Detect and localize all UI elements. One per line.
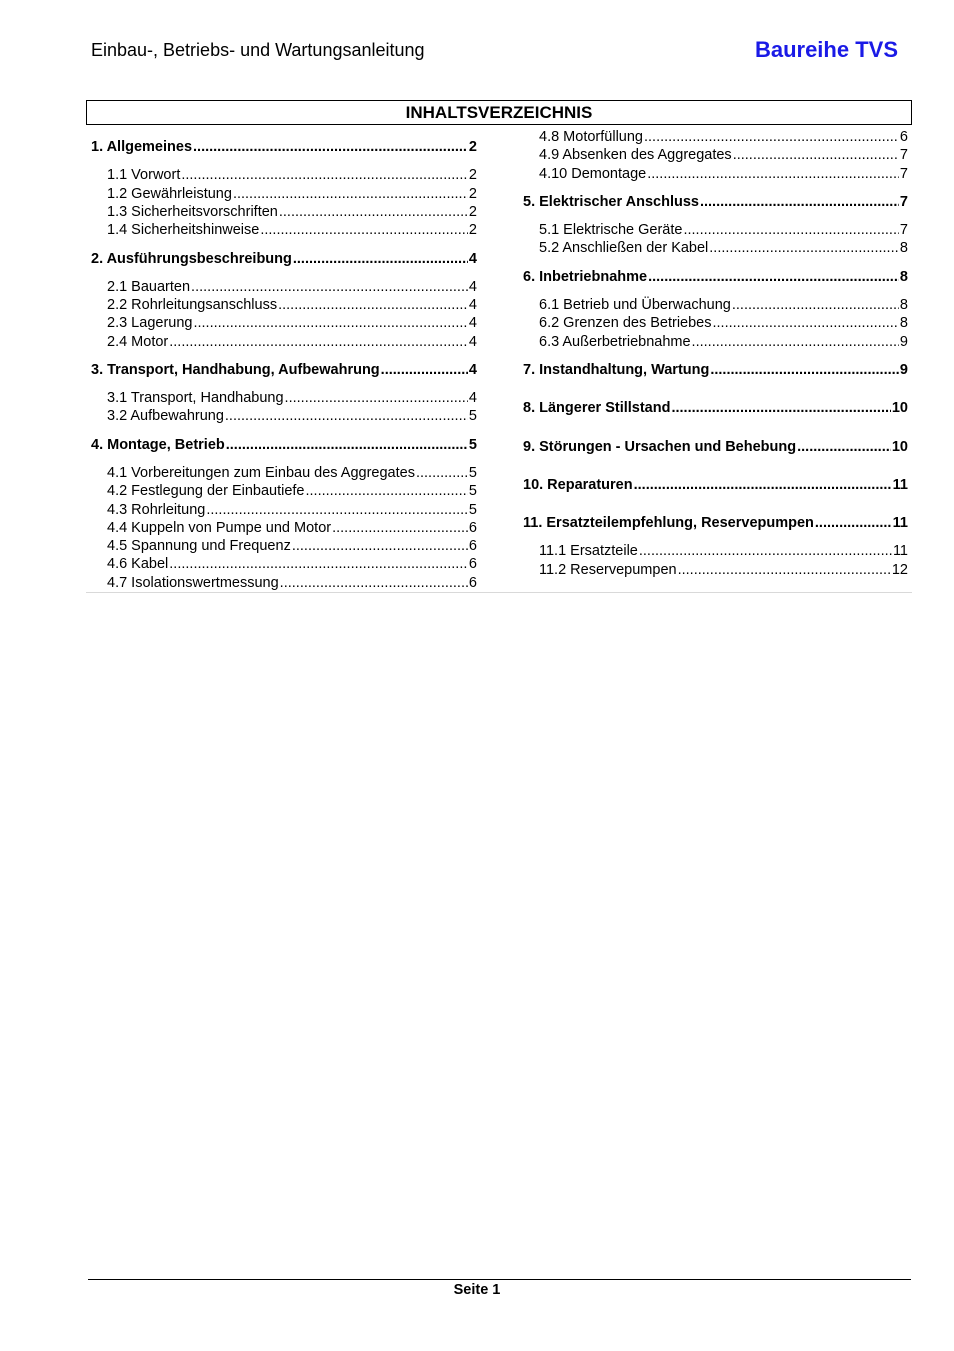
toc-dot-leader [713, 314, 899, 332]
toc-section-entry[interactable] [91, 250, 477, 268]
toc-entry-page: 8 [899, 240, 908, 256]
toc-entry-title: 1.2 Gewährleistung [107, 186, 232, 202]
toc-entry-title: 1.3 Sicherheitsvorschriften [107, 204, 278, 220]
toc-entry-title: 4. Montage, Betrieb [91, 437, 225, 453]
toc-entry-page: 6 [899, 129, 908, 145]
toc-entry-title: 1.1 Vorwort [107, 167, 181, 183]
toc-entry-title: 3. Transport, Handhabung, Aufbewahrung [91, 362, 380, 378]
toc-title: INHALTSVERZEICHNIS [86, 100, 912, 125]
toc-entry-page: 6 [468, 520, 477, 536]
toc-entry-title: 4.10 Demontage [539, 166, 647, 182]
toc-entry-title: 4.4 Kuppeln von Pumpe und Motor [107, 520, 332, 536]
toc-entry-page: 4 [468, 390, 477, 406]
toc-section-entry[interactable] [523, 438, 908, 456]
toc-dot-leader [193, 314, 467, 332]
toc-subsection-entry[interactable] [539, 146, 908, 164]
toc-dot-leader [732, 296, 899, 314]
toc-section-entry[interactable] [523, 514, 908, 532]
toc-subsection-entry[interactable] [107, 464, 477, 482]
toc-dot-leader [278, 296, 468, 314]
page-number: Seite 1 [453, 1282, 501, 1298]
toc-entry-title: 2.3 Lagerung [107, 315, 193, 331]
toc-subsection-entry[interactable] [107, 203, 477, 221]
toc-entry-title: 3.1 Transport, Handhabung [107, 390, 284, 406]
toc-subsection-entry[interactable] [107, 407, 477, 425]
toc-entry-page: 10 [891, 400, 908, 416]
toc-dot-leader [233, 185, 468, 203]
toc-dot-leader [671, 399, 890, 417]
toc-dot-leader [648, 268, 899, 286]
toc-entry-title: 5.1 Elektrische Geräte [539, 222, 683, 238]
toc-subsection-entry[interactable] [107, 221, 477, 239]
toc-entry-page: 4 [468, 362, 477, 378]
toc-dot-leader [416, 464, 468, 482]
toc-entry-page: 5 [468, 502, 477, 518]
toc-dot-leader [169, 333, 468, 351]
toc-dot-leader [692, 333, 899, 351]
toc-dot-leader [634, 476, 892, 494]
toc-entry-page: 8 [899, 297, 908, 313]
toc-entry-page: 6 [468, 538, 477, 554]
toc-entry-page: 8 [899, 269, 908, 285]
toc-entry-page: 7 [899, 147, 908, 163]
toc-subsection-entry[interactable] [539, 128, 908, 146]
toc-subsection-entry[interactable] [539, 542, 908, 560]
toc-entry-title: 4.3 Rohrleitung [107, 502, 206, 518]
toc-dot-leader [280, 574, 468, 592]
toc-subsection-entry[interactable] [107, 296, 477, 314]
toc-entry-page: 11 [892, 477, 908, 493]
toc-entry-title: 6. Inbetriebnahme [523, 269, 648, 285]
toc-section-entry[interactable] [523, 193, 908, 211]
toc-entry-title: 2.1 Bauarten [107, 279, 191, 295]
toc-entry-title: 4.8 Motorfüllung [539, 129, 643, 145]
toc-dot-leader [260, 221, 468, 239]
toc-entry-title: 11.1 Ersatzteile [539, 543, 638, 559]
toc-entry-page: 5 [468, 465, 477, 481]
toc-subsection-entry[interactable] [107, 537, 477, 555]
toc-entry-title: 9. Störungen - Ursachen und Behebung [523, 439, 797, 455]
toc-entry-page: 11 [892, 543, 908, 559]
toc-dot-leader [381, 361, 468, 379]
toc-entry-title: 4.5 Spannung und Frequenz [107, 538, 291, 554]
toc-section-entry[interactable] [91, 138, 477, 156]
toc-subsection-entry[interactable] [539, 221, 908, 239]
toc-entry-title: 4.2 Festlegung der Einbautiefe [107, 483, 305, 499]
toc-subsection-entry[interactable] [107, 501, 477, 519]
toc-dot-leader [678, 561, 891, 579]
toc-entry-title: 3.2 Aufbewahrung [107, 408, 224, 424]
toc-entry-title: 1.4 Sicherheitshinweise [107, 222, 260, 238]
toc-entry-title: 6.3 Außerbetriebnahme [539, 334, 691, 350]
toc-dot-leader [226, 436, 468, 454]
toc-entry-page: 2 [468, 167, 477, 183]
toc-dot-leader [181, 166, 468, 184]
toc-dot-leader [169, 555, 468, 573]
toc-dot-leader [191, 278, 468, 296]
toc-section-entry[interactable] [523, 399, 908, 417]
toc-bottom-rule [86, 592, 912, 593]
toc-dot-leader [709, 239, 899, 257]
toc-subsection-entry[interactable] [107, 555, 477, 573]
toc-subsection-entry[interactable] [539, 165, 908, 183]
toc-subsection-entry[interactable] [107, 333, 477, 351]
toc-entry-page: 12 [891, 562, 908, 578]
toc-section-entry[interactable] [523, 268, 908, 286]
toc-subsection-entry[interactable] [539, 314, 908, 332]
toc-entry-title: 6.1 Betrieb und Überwachung [539, 297, 731, 313]
toc-entry-title: 4.9 Absenken des Aggregates [539, 147, 732, 163]
toc-entry-page: 5 [468, 437, 477, 453]
toc-entry-page: 4 [468, 297, 477, 313]
toc-subsection-entry[interactable] [539, 561, 908, 579]
toc-subsection-entry[interactable] [107, 185, 477, 203]
toc-entry-title: 4.6 Kabel [107, 556, 169, 572]
toc-dot-leader [797, 438, 891, 456]
toc-dot-leader [225, 407, 468, 425]
toc-dot-leader [683, 221, 898, 239]
toc-entry-page: 2 [468, 204, 477, 220]
toc-dot-leader [206, 501, 468, 519]
toc-entry-title: 11. Ersatzteilempfehlung, Reservepumpen [523, 515, 814, 531]
toc-subsection-entry[interactable] [107, 389, 477, 407]
toc-entry-title: 7. Instandhaltung, Wartung [523, 362, 710, 378]
toc-dot-leader [292, 537, 468, 555]
toc-dot-leader [815, 514, 892, 532]
toc-section-entry[interactable] [91, 361, 477, 379]
toc-subsection-entry[interactable] [539, 296, 908, 314]
toc-subsection-entry[interactable] [107, 314, 477, 332]
toc-entry-page: 4 [468, 334, 477, 350]
toc-entry-title: 5.2 Anschließen der Kabel [539, 240, 709, 256]
toc-subsection-entry[interactable] [107, 574, 477, 592]
document-subtitle: Einbau-, Betriebs- und Wartungsanleitung [91, 40, 425, 60]
toc-entry-title: 11.2 Reservepumpen [539, 562, 677, 578]
toc-dot-leader [733, 146, 899, 164]
toc-entry-title: 10. Reparaturen [523, 477, 633, 493]
toc-dot-leader [639, 542, 892, 560]
toc-dot-leader [332, 519, 468, 537]
toc-entry-page: 6 [468, 575, 477, 591]
toc-entry-page: 11 [892, 515, 908, 531]
toc-entry-page: 2 [468, 139, 477, 155]
toc-dot-leader [644, 128, 899, 146]
toc-section-entry[interactable] [523, 476, 908, 494]
toc-dot-leader [285, 389, 468, 407]
toc-entry-page: 2 [468, 222, 477, 238]
toc-entry-page: 6 [468, 556, 477, 572]
toc-subsection-entry[interactable] [107, 482, 477, 500]
footer-rule [88, 1279, 911, 1280]
toc-entry-page: 5 [468, 483, 477, 499]
toc-dot-leader [279, 203, 468, 221]
toc-subsection-entry[interactable] [107, 519, 477, 537]
toc-entry-page: 8 [899, 315, 908, 331]
toc-entry-page: 7 [899, 194, 908, 210]
toc-entry-page: 7 [899, 222, 908, 238]
toc-entry-title: 2.2 Rohrleitungsanschluss [107, 297, 278, 313]
toc-section-entry[interactable] [91, 436, 477, 454]
toc-entry-page: 4 [468, 315, 477, 331]
toc-subsection-entry[interactable] [539, 333, 908, 351]
toc-entry-page: 7 [899, 166, 908, 182]
toc-entry-title: 2. Ausführungsbeschreibung [91, 251, 292, 267]
toc-entry-page: 4 [468, 279, 477, 295]
toc-dot-leader [647, 165, 899, 183]
toc-entry-page: 5 [468, 408, 477, 424]
toc-dot-leader [306, 482, 468, 500]
toc-subsection-entry[interactable] [539, 239, 908, 257]
toc-dot-leader [193, 138, 468, 156]
toc-entry-title: 1. Allgemeines [91, 139, 193, 155]
toc-entry-page: 4 [468, 251, 477, 267]
toc-subsection-entry[interactable] [107, 278, 477, 296]
toc-entry-title: 8. Längerer Stillstand [523, 400, 671, 416]
toc-subsection-entry[interactable] [107, 166, 477, 184]
toc-entry-page: 2 [468, 186, 477, 202]
toc-entry-title: 4.1 Vorbereitungen zum Einbau des Aggregates [107, 465, 415, 481]
series-title: Baureihe TVS [754, 37, 898, 62]
toc-entry-title: 5. Elektrischer Anschluss [523, 194, 699, 210]
toc-dot-leader [710, 361, 899, 379]
toc-entry-page: 10 [891, 439, 908, 455]
toc-entry-title: 2.4 Motor [107, 334, 169, 350]
toc-entry-page: 9 [899, 362, 908, 378]
toc-entry-title: 6.2 Grenzen des Betriebes [539, 315, 712, 331]
toc-dot-leader [700, 193, 899, 211]
toc-dot-leader [293, 250, 468, 268]
toc-entry-page: 9 [899, 334, 908, 350]
toc-section-entry[interactable] [523, 361, 908, 379]
toc-entry-title: 4.7 Isolationswertmessung [107, 575, 279, 591]
